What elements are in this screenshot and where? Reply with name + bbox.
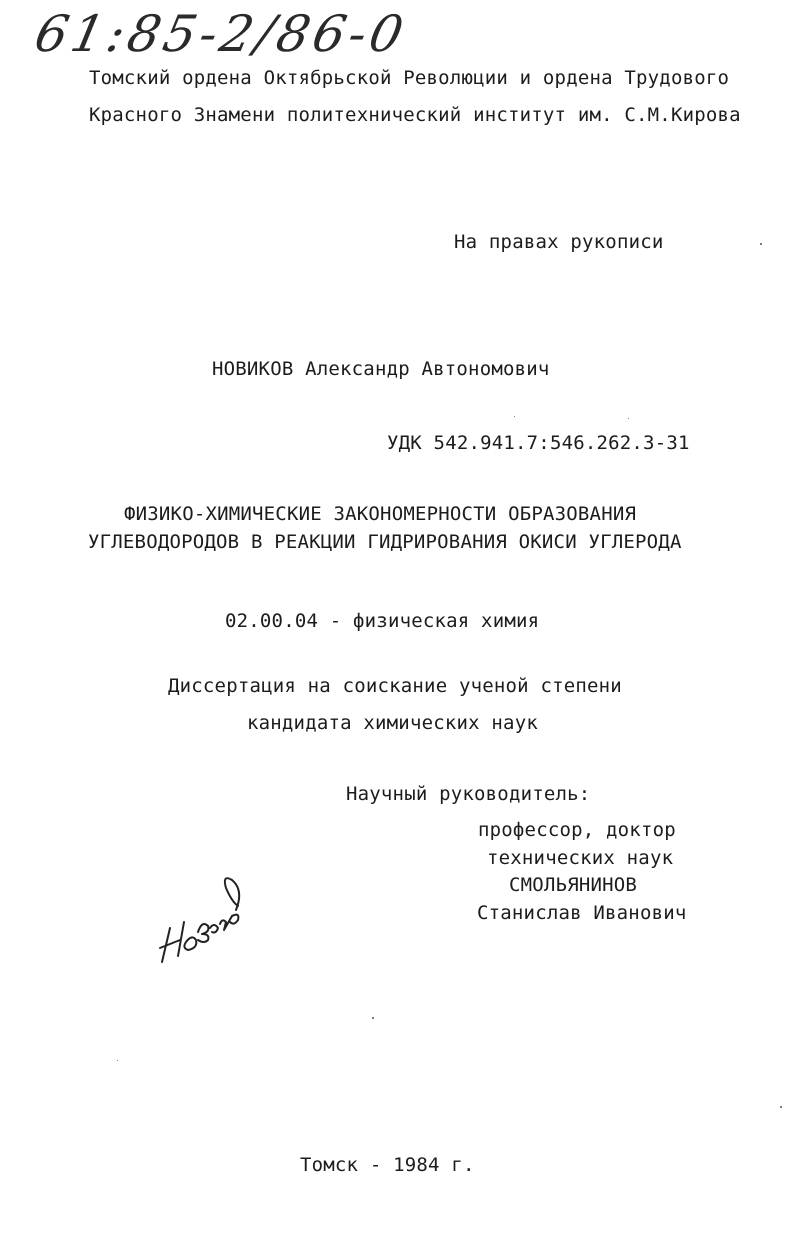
paper-speck [628, 418, 629, 419]
title-line-2: УГЛЕВОДОРОДОВ В РЕАКЦИИ ГИДРИРОВАНИЯ ОКИСИ УГЛЕРОДА [88, 531, 682, 553]
handwritten-archive-number: 61:85-2/86-0 [29, 5, 413, 63]
institution-line-1: Томский ордена Октябрьской Революции и ордена Трудового [89, 67, 730, 89]
title-line-1: ФИЗИКО-ХИМИЧЕСКИЕ ЗАКОНОМЕРНОСТИ ОБРАЗОВАНИЯ [124, 503, 637, 525]
institution-line-2: Красного Знамени политехнический институт им. С.М.Кирова [89, 104, 741, 126]
dissertation-line-2: кандидата химических наук [247, 712, 538, 734]
supervisor-name: Станислав Иванович [477, 902, 687, 924]
supervisor-surname: СМОЛЬЯНИНОВ [509, 874, 638, 896]
udc-code: УДК 542.941.7:546.262.3-31 [387, 432, 690, 454]
paper-speck [372, 1017, 374, 1019]
specialty-code: 02.00.04 - физическая химия [225, 610, 540, 632]
paper-speck [780, 1106, 782, 1108]
paper-speck [514, 416, 515, 417]
supervisor-title-1: профессор, доктор [478, 819, 676, 841]
footer-place-year: Томск - 1984 г. [300, 1154, 475, 1176]
author-signature [150, 870, 260, 970]
supervisor-title-2: технических наук [487, 847, 674, 869]
manuscript-rights: На правах рукописи [454, 231, 664, 253]
paper-speck [117, 1060, 118, 1061]
supervisor-heading: Научный руководитель: [346, 783, 591, 805]
paper-speck [760, 243, 762, 245]
author-name: НОВИКОВ Александр Автономович [212, 358, 550, 380]
dissertation-line-1: Диссертация на соискание ученой степени [168, 675, 622, 697]
